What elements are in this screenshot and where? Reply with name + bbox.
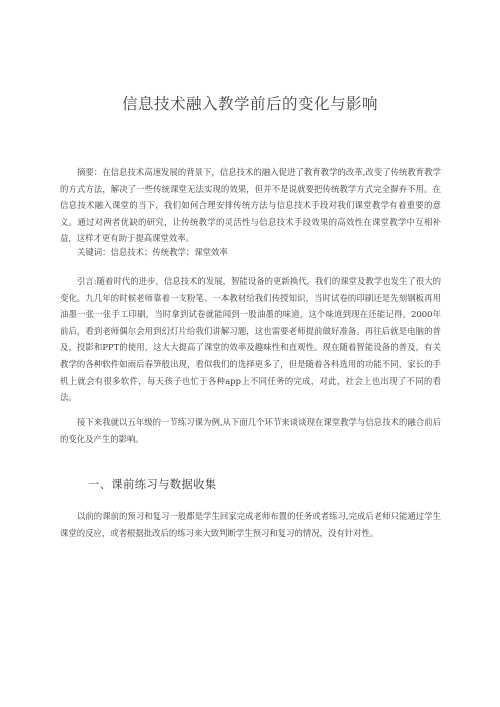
document-title: 信息技术融入教学前后的变化与影响: [121, 95, 378, 113]
intro-paragraph: 引言:随着时代的进步，信息技术的发展，智能设备的更新换代，我们的课堂及教学也发生了很大的变化。九几年的时候老师靠着一支粉笔、一本教材给我们传授知识，当时试卷的印刷还是先刻钢板再用油墨一张一张手工印刷，当时拿到试卷就能闻到一股油墨的味道，这个味道到现在还能记得。2000年前后，看到老师偶尔会用到幻灯片给我们讲解习题，这也需要老师提前做好准备。再往后就是电脑的普及，投影和PPT的使用，这大大提高了课堂的效率及趣味性和直观性。现在随着智能设备的普及，有关教学的各种软件如雨后春笋般出现，看似我们的选择更多了，但是随着各科选用的功能不同，家长的手机上就会有很多软件，每天孩子也忙于各种app上不同任务的完成，对此，社会上也出现了不同的看法。: [60, 276, 441, 403]
transition-paragraph: 接下来我就以五年级的一节练习课为例,从下面几个环节来谈谈现在课堂教学与信息技术的融合前后的变化及产生的影响。: [60, 417, 441, 444]
section-heading: 一、课前练习与数据收集: [88, 478, 217, 491]
section-body-paragraph: 以前的课前的预习和复习一般都是学生回家完成老师布置的任务或者练习,完成后老师只能通过学生课堂的反应，或者根据批改后的练习来大致判断学生预习和复习的情况，没有针对性。: [60, 511, 441, 538]
abstract-paragraph: 摘要：在信息技术高速发展的背景下，信息技术的融入促进了教育教学的改革,改变了传统教育教学的方式方法，解决了一些传统课堂无法实现的效果，但并不是说就要把传统教学方式完全摒弃不用。在信息技术融入课堂的当下，我们如何合理安排传统方法与信息技术手段对我们课堂教学有着重要的意义。通过对两者优缺的研究，让传统教学的灵活性与信息技术手段效果的高效性在课堂教学中互相补益，这样才更有助于提高课堂效率。: [60, 167, 441, 244]
keywords-line: 关键词：信息技术；传统教学；课堂效率: [77, 247, 228, 257]
